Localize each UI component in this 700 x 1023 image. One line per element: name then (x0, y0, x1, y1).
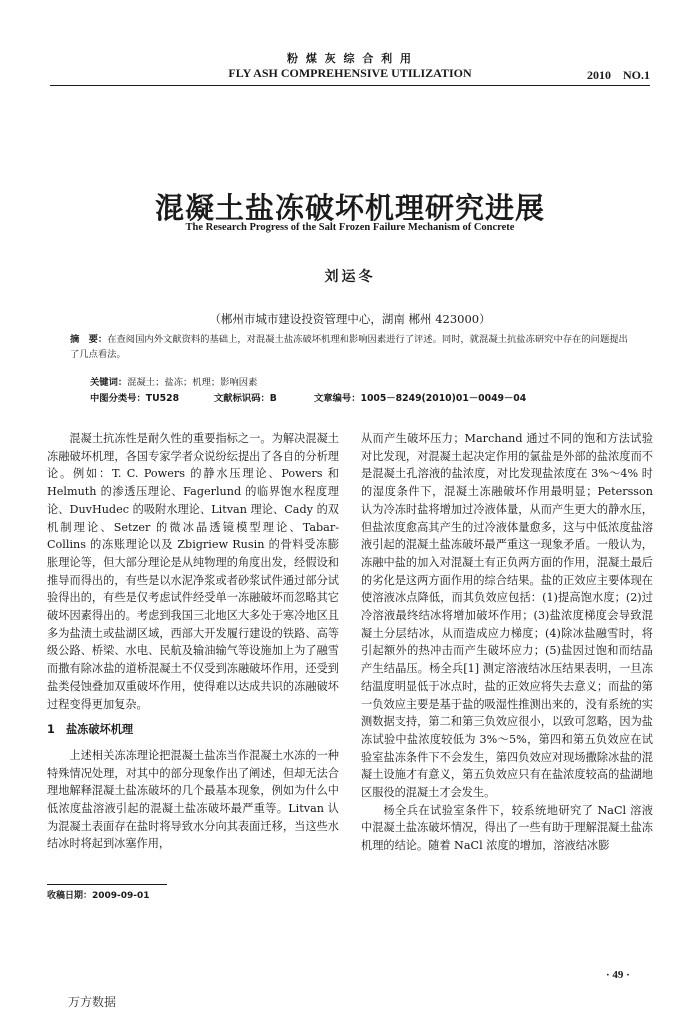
page-number: · 49 · (606, 969, 630, 981)
body-paragraph: 杨全兵在试验室条件下，较系统地研究了 NaCl 溶液中混凝土盐冻破坏情况，得出了一些有助于理解混凝土盐冻机理的结论。随着 NaCl 浓度的增加，溶液结冰膨 (361, 803, 653, 853)
keywords-label: 关键词： (90, 377, 128, 388)
keywords (90, 376, 636, 390)
right-column (361, 430, 653, 855)
received-date: 收稿日期：2009-09-01 (47, 891, 150, 901)
clc-number: 中图分类号：TU528 (90, 393, 180, 404)
section-paragraph: 上述相关冻冻理论把混凝土盐冻当作混凝土水冻的一种特殊情况处理，对其中的部分现象作出了阐述，但却无法合理地解释混凝土盐冻破坏的几个最基本现象，例如为什么中低浓度盐溶液引起的混凝土盐冻破坏最严重等。Litvan 认为混凝土表面存在盐时将导致水分向其表面迁移，当这些水结冰时将起到冰塞作用， (47, 748, 339, 851)
journal-name-cn: 粉 煤 灰 综 合 利 用 (287, 52, 413, 65)
article-title: 混凝土盐冻破坏机理研究进展 (154, 191, 545, 225)
article-number: 文章编号：1005－8249(2010)01－0049－04 (314, 393, 527, 404)
abstract-label: 摘 要： (70, 334, 108, 345)
section-heading: 1 盐冻破坏机理 (47, 723, 134, 737)
document-code: 文献标识码：B (214, 393, 277, 404)
keywords-text: 混凝土；盐冻；机理；影响因素 (127, 377, 258, 388)
watermark-text: 万方数据 (68, 995, 117, 1009)
left-column (47, 430, 339, 853)
issue-label: 2010 NO.1 (586, 68, 650, 82)
journal-name-en: FLY ASH COMPREHENSIVE UTILIZATION (228, 66, 472, 80)
footnote-divider (47, 884, 167, 885)
body-paragraph: 从而产生破坏压力；Marchand 通过不同的饱和方法试验对比发现，对混凝土起决定作用的氯盐是外部的盐浓度而不是混凝土孔溶液的盐浓度，对比发现盐浓度在 3%～4% 时的湿度条件下，混凝土冻融破坏作用最明显；Petersson 认为冷冻时盐将增加过冷液体量，从而产生更大的静水压，但盐浓度愈高其产生的过冷液体量愈多，这与中低浓度盐溶液引起的混凝土盐冻破坏最严重这一现象矛盾。一般认为，冻融中盐的加入对混凝土有正负两方面的作用，混凝土最后的劣化是这两方面作用的综合结果。盐的正效应主要体现在使溶液冰点降低，而其负效应包括：(1)提高饱水度；(2)过冷溶液最终结冰将增加破坏作用；(3)盐浓度梯度会导致混凝土分层结冰，从而造成应力梯度；(4)除冰盐融雪时，将引起额外的热冲击而产生破坏应力；(5)盐因过饱和而结晶产生结晶压。杨全兵[1] 测定溶液结冰压结果表明，一旦冻结温度明显低于冰点时，盐的正效应将失去意义；而盐的第一负效应主要是基于盐的吸湿性推测出来的，没有系统的实测数据支持，第二和第三负效应很小，以致可忽略，因为盐冻试验中盐浓度较低为 3%～5%，第四和第五负效应在试验室盐冻条件下不会发生，第四负效应对现场撒除冰盐的混凝土设施才有意义，第五负效应只有在盐浓度较高的盐湖地区服役的混凝土才会发生。 (361, 432, 653, 800)
author-affiliation: （郴州市城市建设投资管理中心，湖南 郴州 423000） (209, 312, 491, 326)
abstract-text: 在查阅国内外文献资料的基础上，对混凝土盐冻破坏机理和影响因素进行了评述。同时，就混凝土抗盐冻研究中存在的问题提出了几点看法。 (70, 334, 628, 360)
running-header (50, 63, 650, 86)
classification-row (90, 392, 636, 406)
abstract (70, 333, 636, 362)
author-name: 刘运冬 (324, 269, 376, 285)
article-title-en: The Research Progress of the Salt Frozen Failure Mechanism of Concrete (185, 222, 515, 233)
intro-paragraph: 混凝土抗冻性是耐久性的重要指标之一。为解决混凝土冻融破坏机理，各国专家学者众说纷纭提出了各自的分析理论。例如：T. C. Powers 的静水压理论、Powers 和 Helmuth 的渗透压理论、Fagerlund 的临界饱水程度理论、DuvHudec 的吸附水理论、Litvan 理论、Cady 的双机制理论、Setzer 的微冰晶透镜模型理论、Tabar-Collins 的冻账理论以及 Zbigriew Rusin 的骨料受冻膨胀理论等，但大部分理论是从纯物理的角度出发，经假设和推导而得出的，有些是以水泥净浆或者砂浆试件通过部分试验得出的，有些是仅考虑试件经受单一冻融破坏而忽略其它破坏因素得出的。考虑到我国三北地区大多处于寒冷地区且多为盐渍土或盐湖区域，西部大开发履行建设的铁路、高等级公路、桥梁、水电、民航及输油输气等设施加上为了融雪而撒有除冰盐的道桥混凝土不仅受到冻融破坏作用，还受到盐类侵蚀叠加双重破坏作用，使得难以达成共识的冻融破坏过程变得更加复杂。 (47, 432, 339, 711)
